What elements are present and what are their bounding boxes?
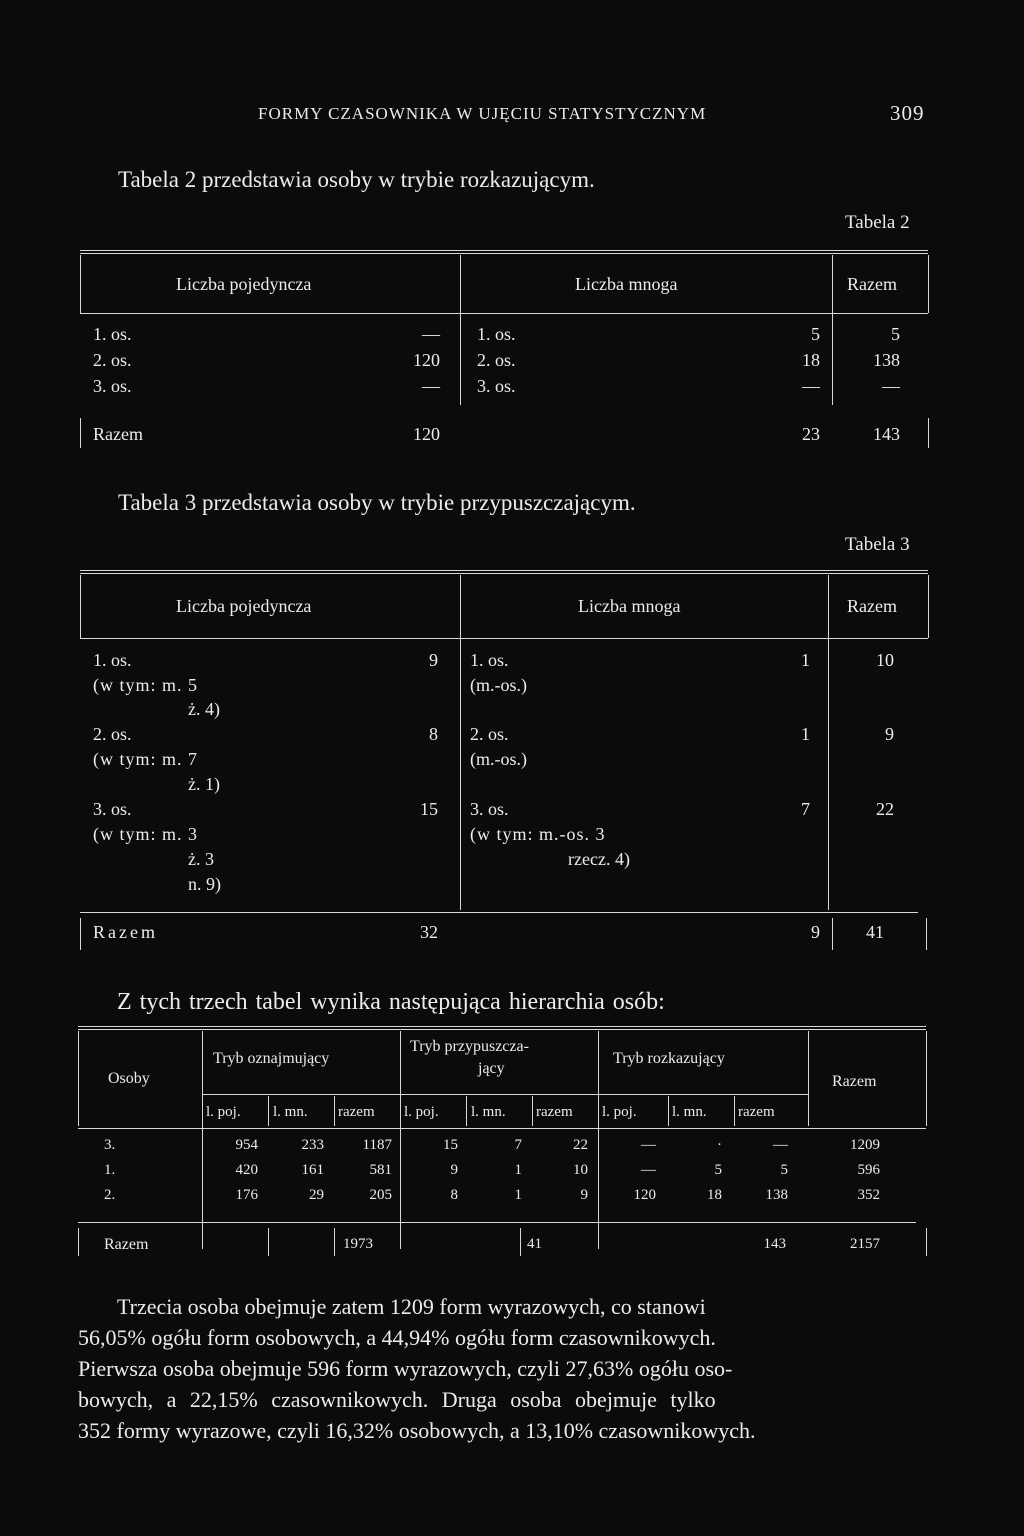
cell: — (882, 376, 900, 396)
table-cell: 1187 (362, 1137, 392, 1153)
subheader: razem (338, 1104, 375, 1120)
header-plural: Liczba mnoga (575, 274, 678, 294)
cell: (w tym: m. 5 (93, 675, 198, 695)
row-person: 1. (104, 1162, 116, 1178)
table-cell: 138 (765, 1187, 788, 1203)
table-cell: 1 (514, 1187, 522, 1203)
rule (808, 1031, 809, 1126)
rule (80, 418, 81, 448)
header-total: Razem (832, 1073, 877, 1090)
rule (532, 1096, 533, 1126)
cell: — (422, 376, 440, 396)
rule (80, 918, 81, 950)
rule (400, 1031, 401, 1249)
table-cell: 161 (301, 1162, 324, 1178)
rule (80, 313, 928, 314)
rule (926, 1228, 927, 1256)
cell: n. 9) (188, 874, 221, 894)
table-cell: 18 (707, 1187, 722, 1203)
rule (734, 1096, 735, 1126)
table-cell: 352 (857, 1187, 880, 1203)
header-total: Razem (847, 596, 897, 616)
cell: ż. 3 (188, 849, 214, 869)
table-cell: 8 (450, 1187, 458, 1203)
row-person: 2. (104, 1187, 116, 1203)
rule (202, 1094, 808, 1095)
cell: 138 (873, 350, 900, 370)
running-title: FORMY CZASOWNIKA W UJĘCIU STATYSTYCZNYM (258, 104, 707, 123)
table-cell: 420 (235, 1162, 258, 1178)
table-cell: 5 (714, 1162, 722, 1178)
header-singular: Liczba pojedyncza (176, 596, 312, 616)
cell: — (802, 376, 820, 396)
cell: 1. os. (470, 650, 509, 670)
cell: — (422, 324, 440, 344)
total-label: Razem (93, 424, 143, 444)
rule (334, 1228, 335, 1256)
rule (80, 912, 918, 913)
rule (80, 575, 81, 638)
header-persons: Osoby (108, 1070, 150, 1087)
rule (80, 573, 928, 574)
table-cell: 205 (369, 1187, 392, 1203)
header-conditional: Tryb przypuszcza- (410, 1038, 529, 1055)
cell: (w tym: m. 7 (93, 749, 198, 769)
cell: 3. os. (93, 376, 132, 396)
rule (928, 255, 929, 313)
table-2-caption: Tabela 2 (845, 212, 910, 233)
table-cell: — (641, 1137, 656, 1153)
header-conditional-cont: jący (478, 1060, 505, 1077)
total-label: Razem (93, 922, 158, 942)
table-cell: — (773, 1137, 788, 1153)
total-cell: 9 (811, 922, 820, 942)
cell: ż. 1) (188, 774, 220, 794)
cell: 9 (429, 650, 438, 670)
table-cell: 233 (301, 1137, 324, 1153)
header-plural: Liczba mnoga (578, 596, 681, 616)
cell: 5 (891, 324, 900, 344)
rule (926, 918, 927, 950)
cell: (m.-os.) (470, 749, 527, 769)
rule (668, 1096, 669, 1126)
rule (78, 1128, 926, 1129)
table-cell: 120 (633, 1187, 656, 1203)
cell: 1. os. (477, 324, 516, 344)
rule (466, 1096, 467, 1126)
rule (78, 1029, 926, 1030)
header-imperative: Tryb rozkazujący (613, 1050, 725, 1067)
cell: rzecz. 4) (568, 849, 630, 869)
cell: 2. os. (93, 724, 132, 744)
rule (334, 1096, 335, 1126)
rule (78, 1222, 916, 1223)
intro-table-2: Tabela 2 przedstawia osoby w trybie rozkazującym. (118, 167, 595, 192)
rule (928, 418, 929, 448)
cell: 1. os. (93, 650, 132, 670)
table-cell: 596 (857, 1162, 880, 1178)
cell: ż. 4) (188, 699, 220, 719)
subheader: l. poj. (206, 1104, 241, 1120)
cell: 2. os. (470, 724, 509, 744)
subheader: razem (536, 1104, 573, 1120)
total-cell: 41 (866, 922, 884, 942)
cell: 3. os. (470, 799, 509, 819)
table-cell: 5 (780, 1162, 788, 1178)
header-singular: Liczba pojedyncza (176, 274, 312, 294)
rule (926, 1031, 927, 1126)
table-3-caption: Tabela 3 (845, 534, 910, 555)
table-cell: 10 (573, 1162, 588, 1178)
total-label: Razem (104, 1236, 149, 1253)
cell: 120 (413, 350, 440, 370)
total-cell: 2157 (850, 1236, 880, 1252)
intro-hierarchy: Z tych trzech tabel wynika następująca hierarchia osób: (117, 989, 665, 1015)
subheader: l. mn. (672, 1104, 707, 1120)
total-cell: 23 (802, 424, 820, 444)
cell: 5 (811, 324, 820, 344)
cell: 9 (885, 724, 894, 744)
header-indicative: Tryb oznajmujący (213, 1050, 330, 1067)
cell: 2. os. (93, 350, 132, 370)
subheader: l. poj. (404, 1104, 439, 1120)
table-cell: 1209 (850, 1137, 880, 1153)
subheader: razem (738, 1104, 775, 1120)
table-cell: 581 (369, 1162, 392, 1178)
rule (80, 253, 928, 254)
rule (80, 255, 81, 313)
cell: 8 (429, 724, 438, 744)
table-cell: 9 (450, 1162, 458, 1178)
rule (268, 1096, 269, 1126)
cell: 15 (420, 799, 438, 819)
text-line: Pierwsza osoba obejmuje 596 form wyrazowych, czyli 27,63% ogółu oso- (78, 1356, 733, 1381)
intro-table-3: Tabela 3 przedstawia osoby w trybie przypuszczającym. (118, 490, 636, 515)
rule (80, 638, 928, 639)
rule (520, 1228, 521, 1256)
cell: 10 (876, 650, 894, 670)
rule (78, 1026, 926, 1027)
total-cell: 32 (420, 922, 438, 942)
cell: 1. os. (93, 324, 132, 344)
rule (80, 250, 928, 251)
rule (460, 575, 461, 910)
cell: (m.-os.) (470, 675, 527, 695)
total-cell: 120 (413, 424, 440, 444)
cell: 7 (801, 799, 810, 819)
table-cell: 9 (580, 1187, 588, 1203)
header-total: Razem (847, 274, 897, 294)
rule (598, 1031, 599, 1249)
table-cell: 29 (309, 1187, 324, 1203)
cell: 3. os. (477, 376, 516, 396)
row-person: 3. (104, 1137, 116, 1153)
text-line: 352 formy wyrazowe, czyli 16,32% osobowych, a 13,10% czasownikowych. (78, 1418, 756, 1443)
table-cell: · (717, 1137, 722, 1153)
page-number: 309 (890, 101, 925, 125)
cell: 18 (802, 350, 820, 370)
total-cell: 143 (873, 424, 900, 444)
table-cell: — (641, 1162, 656, 1178)
cell: (w tym: m. 3 (93, 824, 198, 844)
text-line: bowych, a 22,15% czasownikowych. Druga osoba obejmuje tylko (78, 1387, 716, 1412)
text-line: Trzecia osoba obejmuje zatem 1209 form wyrazowych, co stanowi (117, 1294, 706, 1319)
cell: 1 (801, 650, 810, 670)
rule (928, 575, 929, 638)
cell: 3. os. (93, 799, 132, 819)
table-cell: 954 (235, 1137, 258, 1153)
text-line: 56,05% ogółu form osobowych, a 44,94% ogółu form czasownikowych. (78, 1325, 716, 1350)
subheader: l. mn. (471, 1104, 506, 1120)
rule (832, 918, 833, 950)
total-cell: 41 (527, 1236, 542, 1252)
cell: 22 (876, 799, 894, 819)
subheader: l. mn. (273, 1104, 308, 1120)
cell: 2. os. (477, 350, 516, 370)
rule (460, 255, 461, 405)
table-cell: 7 (514, 1137, 522, 1153)
rule (78, 1031, 79, 1126)
cell: (w tym: m.-os. 3 (470, 824, 606, 844)
rule (78, 1228, 79, 1256)
table-cell: 1 (514, 1162, 522, 1178)
table-cell: 15 (443, 1137, 458, 1153)
table-cell: 22 (573, 1137, 588, 1153)
rule (202, 1031, 203, 1249)
total-cell: 143 (763, 1236, 786, 1252)
table-cell: 176 (235, 1187, 258, 1203)
subheader: l. poj. (602, 1104, 637, 1120)
cell: 1 (801, 724, 810, 744)
rule (268, 1228, 269, 1256)
total-cell: 1973 (343, 1236, 373, 1252)
rule (80, 570, 928, 571)
